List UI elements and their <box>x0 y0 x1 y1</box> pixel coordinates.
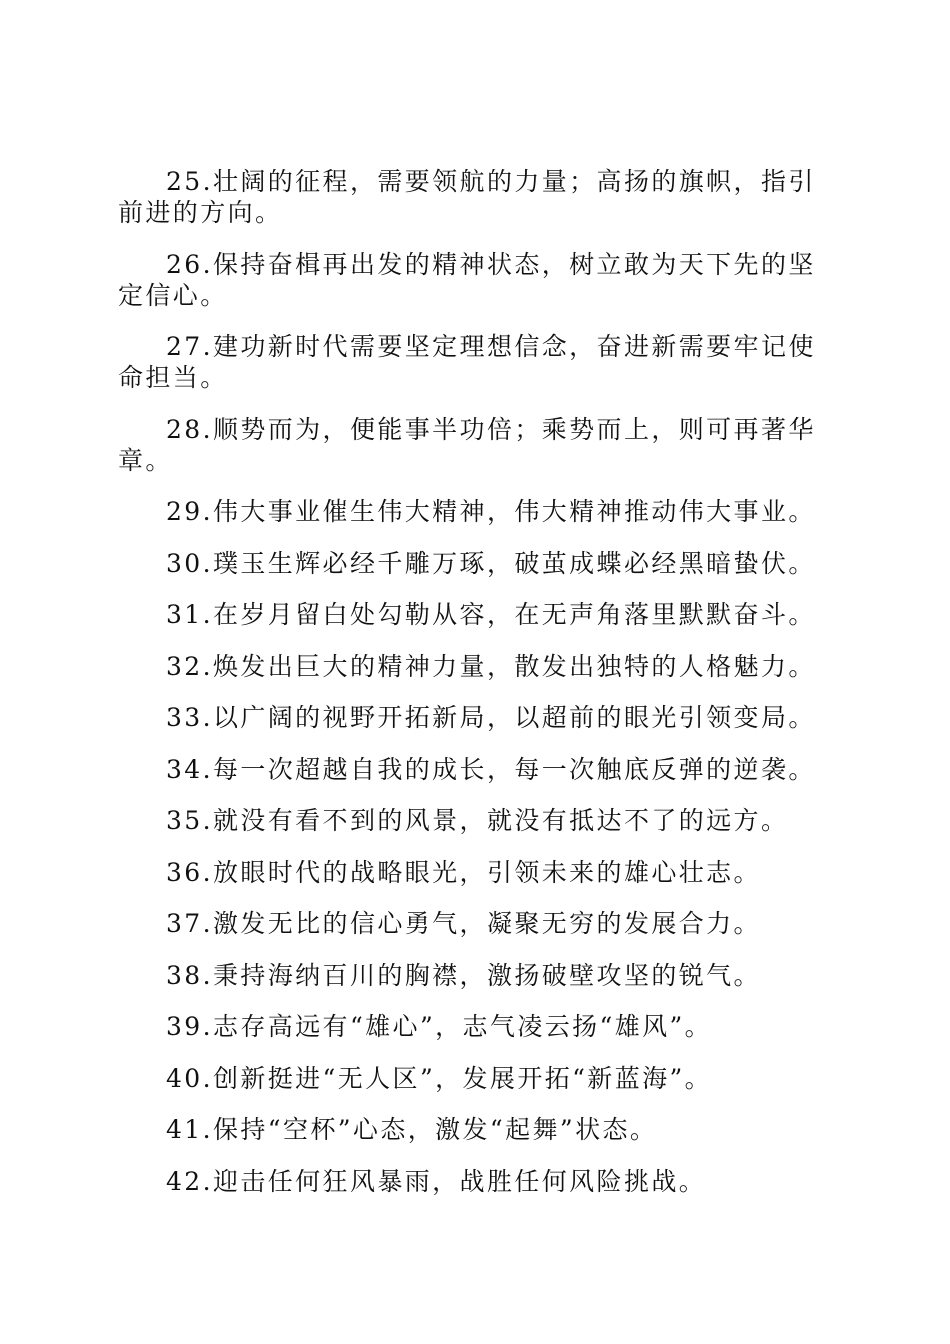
list-item: 26.保持奋楫再出发的精神状态，树立敢为天下先的坚定信心。 <box>118 249 816 310</box>
list-item: 42.迎击任何狂风暴雨，战胜任何风险挑战。 <box>166 1166 707 1196</box>
list-item: 41.保持“空杯”心态，激发“起舞”状态。 <box>166 1115 658 1144</box>
list-item: 39.志存高远有“雄心”，志气凌云扬“雄风”。 <box>166 1012 713 1041</box>
list-item: 27.建功新时代需要坚定理想信念，奋进新需要牢记使命担当。 <box>118 332 816 392</box>
list-item: 32.焕发出巨大的精神力量，散发出独特的人格魅力。 <box>166 651 816 681</box>
list-item: 38.秉持海纳百川的胸襟，激扬破壁攻坚的锐气。 <box>166 960 761 990</box>
list-item: 33.以广阔的视野开拓新局，以超前的眼光引领变局。 <box>166 703 816 732</box>
list-item: 31.在岁月留白处勾勒从容，在无声角落里默默奋斗。 <box>166 600 816 629</box>
document-body <box>118 166 833 1217</box>
list-item: 34.每一次超越自我的成长，每一次触底反弹的逆袭。 <box>166 754 816 784</box>
list-item: 28.顺势而为，便能事半功倍；乘势而上，则可再著华章。 <box>118 414 816 475</box>
list-item: 30.璞玉生辉必经千雕万琢，破茧成蝶必经黑暗蛰伏。 <box>166 548 816 578</box>
list-item: 36.放眼时代的战略眼光，引领未来的雄心壮志。 <box>166 857 761 887</box>
list-item: 40.创新挺进“无人区”，发展开拓“新蓝海”。 <box>166 1063 713 1093</box>
list-item: 35.就没有看不到的风景，就没有抵达不了的远方。 <box>166 806 789 835</box>
list-item: 37.激发无比的信心勇气，凝聚无穷的发展合力。 <box>166 909 761 938</box>
list-item: 29.伟大事业催生伟大精神，伟大精神推动伟大事业。 <box>166 497 816 526</box>
list-item: 25.壮阔的征程，需要领航的力量；高扬的旗帜，指引前进的方向。 <box>118 167 816 227</box>
